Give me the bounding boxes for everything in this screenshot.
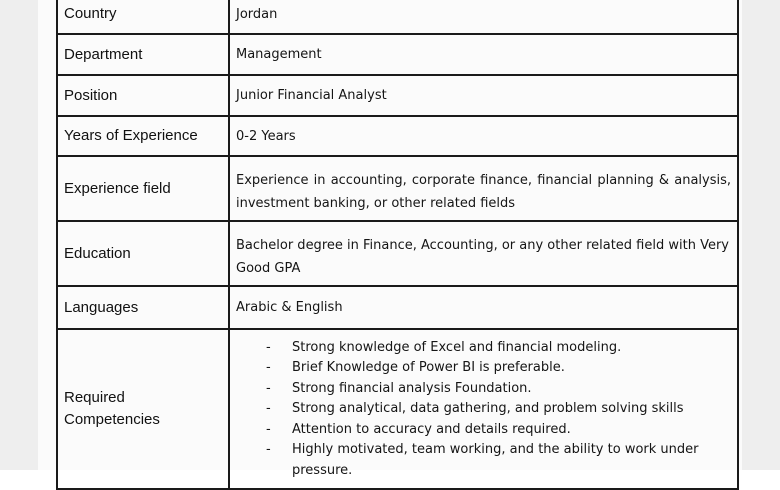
- table-row-education: [57, 221, 738, 286]
- competencies-list-cell: [229, 329, 738, 489]
- left-background: [0, 0, 38, 470]
- competency-item: - Highly motivated, team working, and the ability to work under pressure.: [266, 440, 731, 481]
- table-row-experience-field: [57, 156, 738, 221]
- competency-item: - Brief Knowledge of Power BI is preferable.: [266, 358, 731, 379]
- table-row-position: [57, 75, 738, 116]
- years-of-experience-value: 0-2 Years: [229, 116, 738, 156]
- country-label: Country: [57, 0, 229, 34]
- competencies-list: [236, 338, 731, 482]
- experience-field-value: Experience in accounting, corporate finance, financial planning & analysis, investment banking, or other related fields: [229, 156, 738, 221]
- department-label: Department: [57, 34, 229, 75]
- competencies-label-line1: Required: [64, 389, 125, 406]
- education-value: Bachelor degree in Finance, Accounting, or any other related field with Very Good GPA: [229, 221, 738, 286]
- competency-item: - Attention to accuracy and details required.: [266, 420, 731, 441]
- table-row-experience-years: [57, 116, 738, 156]
- languages-value: Arabic & English: [229, 286, 738, 329]
- competencies-label-line2: Competencies: [64, 411, 160, 428]
- required-competencies-label: [57, 329, 229, 489]
- right-background: [742, 0, 780, 470]
- competency-item: - Strong knowledge of Excel and financial modeling.: [266, 338, 731, 359]
- table-row-competencies: [57, 329, 738, 489]
- experience-field-label: Experience field: [57, 156, 229, 221]
- table-row-department: [57, 34, 738, 75]
- job-details-table: [56, 0, 739, 490]
- country-value: Jordan: [229, 0, 738, 34]
- table-row-languages: [57, 286, 738, 329]
- position-label: Position: [57, 75, 229, 116]
- department-value: Management: [229, 34, 738, 75]
- education-label: Education: [57, 221, 229, 286]
- position-value: Junior Financial Analyst: [229, 75, 738, 116]
- languages-label: Languages: [57, 286, 229, 329]
- table-row-country: [57, 0, 738, 34]
- competency-item: - Strong analytical, data gathering, and problem solving skills: [266, 399, 731, 420]
- years-of-experience-label: Years of Experience: [57, 116, 229, 156]
- competency-item: - Strong financial analysis Foundation.: [266, 379, 731, 400]
